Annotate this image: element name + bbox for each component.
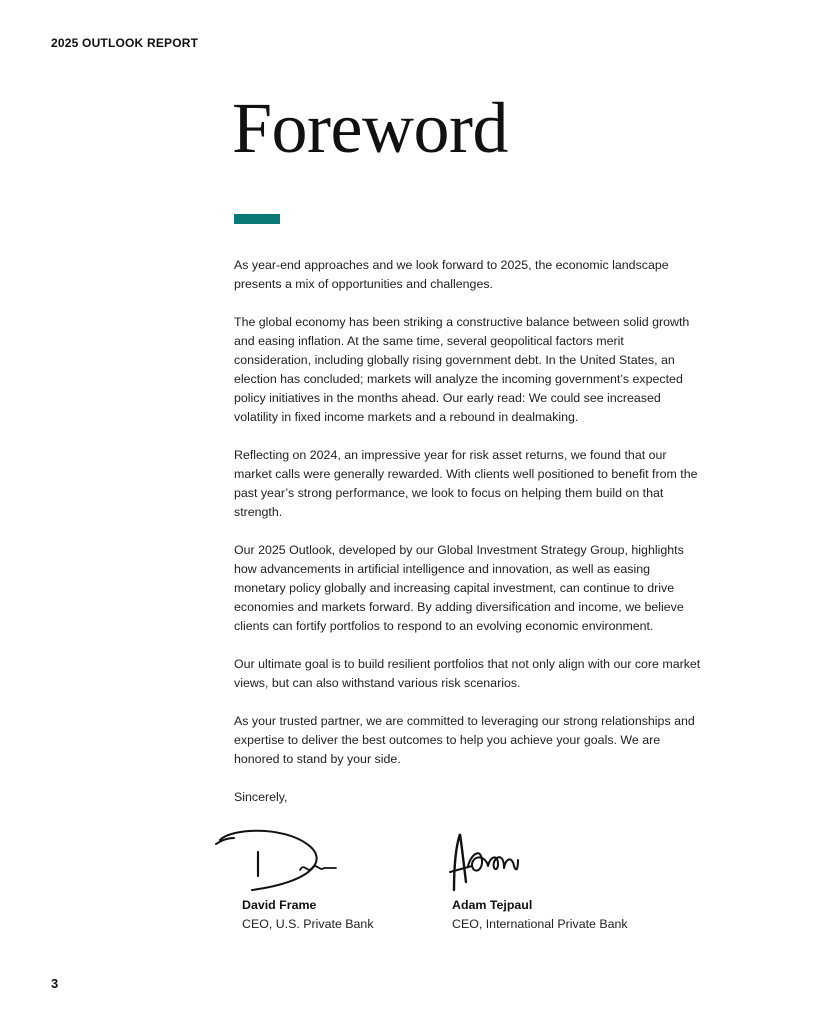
signature-block-adam-tejpaul <box>442 826 628 931</box>
paragraph: Our 2025 Outlook, developed by our Global Investment Strategy Group, highlights how advancements in artificial intelligence and innovation, as well as easing monetary policy globally and increasing capital investment, can continue to drive economies and markets forward. By adding diversification and income, we believe clients can fortify portfolios to respond to an evolving economic environment. <box>234 543 684 633</box>
paragraph: Our ultimate goal is to build resilient portfolios that not only align with our core market views, but can also withstand various risk scenarios. <box>234 657 701 690</box>
paragraph: The global economy has been striking a constructive balance between solid growth and easing inflation. At the same time, several geopolitical factors merit consideration, including globally rising government debt. In the United States, an election has concluded; markets will analyze the incoming government’s expected policy initiatives in the months ahead. Our early read: We could see increased volatility in fixed income markets and a rebound in dealmaking. <box>234 315 690 424</box>
report-header-label: 2025 OUTLOOK REPORT <box>51 36 199 50</box>
signatory-title: CEO, International Private Bank <box>452 917 628 931</box>
paragraph: As your trusted partner, we are committed to leveraging our strong relationships and expertise to deliver the best outcomes to help you achieve your goals. We are honored to stand by your side. <box>234 714 695 766</box>
page-title: Foreword <box>232 88 508 168</box>
signatory-name: David Frame <box>242 898 317 912</box>
signature-david-frame <box>212 826 352 896</box>
page-number: 3 <box>51 976 59 991</box>
paragraph: Reflecting on 2024, an impressive year for risk asset returns, we found that our market calls were generally rewarded. With clients well positioned to benefit from the past year’s strong performance, we look to focus on helping them build on that strength. <box>234 448 698 519</box>
closing-salutation: Sincerely, <box>234 790 288 804</box>
accent-bar <box>234 214 280 224</box>
signatory-title: CEO, U.S. Private Bank <box>242 917 374 931</box>
signature-adam-tejpaul <box>442 826 562 896</box>
signatory-name: Adam Tejpaul <box>452 898 533 912</box>
signature-block-david-frame <box>212 826 374 931</box>
paragraph: As year-end approaches and we look forward to 2025, the economic landscape presents a mix of opportunities and challenges. <box>234 258 669 291</box>
foreword-body <box>234 256 704 826</box>
